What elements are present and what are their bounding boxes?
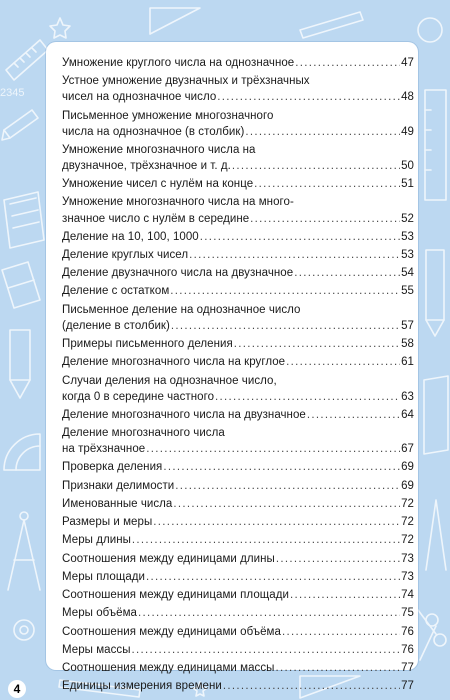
toc-entry-title: Соотношения между единицами длины — [62, 552, 275, 565]
dot-leader — [132, 642, 401, 658]
pencil-icon — [10, 330, 30, 398]
dot-leader — [189, 247, 400, 263]
toc-entry-page-number: 67 — [401, 443, 414, 456]
page-number-badge — [8, 680, 26, 698]
toc-entry-title-line: Деление многозначного числа — [62, 427, 225, 440]
toc-entry — [62, 142, 414, 174]
dot-leader — [200, 229, 400, 245]
toc-entry-title-line: Письменное умножение многозначного — [62, 109, 274, 122]
toc-entry-title: чисел на однозначное число — [62, 91, 217, 104]
toc-entry-title: Признаки делимости — [62, 479, 175, 492]
toc-entry-title: Деление с остатком — [62, 285, 170, 298]
dot-leader — [295, 55, 400, 71]
dot-leader — [223, 678, 400, 694]
toc-entry-title-line: Умножение многозначного числа на — [62, 143, 256, 156]
toc-entry-title: Соотношения между единицами массы — [62, 661, 275, 674]
toc-entry-row — [62, 124, 414, 140]
toc-entry — [62, 624, 414, 640]
dot-leader — [294, 265, 400, 281]
toc-entry-page-number: 73 — [401, 552, 414, 565]
dot-leader — [146, 569, 400, 585]
toc-entry-title: Деление многозначного числа на двузначное — [62, 408, 306, 421]
toc-entry-page-number: 57 — [401, 319, 414, 332]
dot-leader — [232, 158, 400, 174]
toc-entry — [62, 569, 414, 585]
toc-entry — [62, 302, 414, 334]
toc-entry-page-number: 64 — [401, 408, 414, 421]
toc-entry — [62, 678, 414, 694]
toc-entry-page-number: 69 — [401, 479, 414, 492]
dot-leader — [146, 441, 400, 457]
toc-entry — [62, 55, 414, 71]
toc-entry-page-number: 51 — [401, 178, 414, 191]
toc-entry-title: Соотношения между единицами площади — [62, 589, 289, 602]
toc-entry-title: Проверка деления — [62, 461, 163, 474]
dot-leader — [217, 89, 400, 105]
toc-entry-page-number: 63 — [401, 390, 414, 403]
toc-entry — [62, 354, 414, 370]
circle-doodle-icon — [418, 18, 442, 42]
dot-leader — [250, 211, 400, 227]
toc-entry-page-number: 58 — [401, 338, 414, 351]
dot-leader — [170, 283, 400, 299]
toc-entry — [62, 176, 414, 192]
numbers-doodle: 2345 — [0, 87, 25, 99]
toc-entry-page-number: 74 — [401, 589, 414, 602]
toc-entry-page-number: 53 — [401, 230, 414, 243]
toc-entry-title: Размеры и меры — [62, 516, 153, 529]
toc-entry-page-number: 76 — [401, 625, 414, 638]
ruler-icon — [425, 90, 446, 200]
toc-entry — [62, 265, 414, 281]
toc-entry-title: Меры длины — [62, 534, 131, 547]
toc-entry — [62, 551, 414, 567]
dot-leader — [276, 551, 400, 567]
toc-entry-row — [62, 158, 414, 174]
toc-entry-page-number: 48 — [401, 91, 414, 104]
page-number: 4 — [13, 682, 21, 696]
dot-leader — [132, 532, 400, 548]
toc-entry — [62, 108, 414, 140]
toc-entry — [62, 336, 414, 352]
compass-icon — [426, 500, 446, 570]
toc-entry — [62, 496, 414, 512]
dot-leader — [163, 459, 400, 475]
dot-leader — [234, 336, 400, 352]
pencil-icon — [426, 250, 444, 336]
dot-leader — [173, 496, 400, 512]
toc-entry — [62, 283, 414, 299]
toc-entry-title: Меры площади — [62, 570, 146, 583]
toc-entry-page-number: 55 — [401, 285, 414, 298]
toc-entry-title: Примеры письменного деления — [62, 338, 233, 351]
toc-entry-row — [62, 441, 414, 457]
toc-entry — [62, 247, 414, 263]
toc-list — [62, 55, 414, 694]
toc-entry-page-number: 69 — [401, 461, 414, 474]
toc-entry — [62, 605, 414, 621]
toc-entry-row — [62, 389, 414, 405]
ruler-icon — [6, 40, 48, 80]
toc-entry-title-line: Умножение многозначного числа на много- — [62, 196, 294, 209]
toc-entry — [62, 532, 414, 548]
toc-entry — [62, 660, 414, 676]
toc-entry-title: Соотношения между единицами объёма — [62, 625, 281, 638]
protractor-icon — [4, 434, 40, 470]
dot-leader — [245, 124, 400, 140]
toc-entry-title: Меры объёма — [62, 607, 137, 620]
toc-entry — [62, 587, 414, 603]
toc-entry-page-number: 76 — [401, 643, 414, 656]
pencil-icon — [2, 110, 38, 140]
toc-entry-title: Деление на 10, 100, 1000 — [62, 230, 199, 243]
toc-entry-title: Меры массы — [62, 643, 131, 656]
toc-entry-title-line: Случаи деления на однозначное число, — [62, 374, 277, 387]
toc-entry-page-number: 52 — [401, 212, 414, 225]
toc-entry-page-number: 72 — [401, 516, 414, 529]
toc-entry-title: когда 0 в середине частного — [62, 390, 215, 403]
toc-entry-page-number: 54 — [401, 267, 414, 280]
dot-leader — [175, 478, 400, 494]
toc-entry-row — [62, 318, 414, 334]
notebook-icon — [4, 192, 44, 248]
toc-entry-title: значное число с нулём в середине — [62, 212, 250, 225]
toc-entry-title: Деление многозначного числа на круглое — [62, 356, 286, 369]
toc-entry-page-number: 75 — [401, 607, 414, 620]
toc-entry — [62, 373, 414, 405]
toc-entry-title: Умножение круглого числа на однозначное — [62, 57, 295, 69]
toc-entry-title: Именованные числа — [62, 497, 173, 510]
toc-entry-page-number: 77 — [401, 661, 414, 674]
toc-entry-page-number: 77 — [401, 680, 414, 693]
toc-entry-page-number: 53 — [401, 249, 414, 262]
toc-entry-page-number: 73 — [401, 570, 414, 583]
toc-entry — [62, 642, 414, 658]
toc-entry-title: (деление в столбик) — [62, 319, 170, 332]
toc-entry — [62, 407, 414, 423]
toc-entry-title: Единицы измерения времени — [62, 680, 222, 693]
toc-entry — [62, 229, 414, 245]
star-icon — [50, 18, 70, 38]
dot-leader — [138, 605, 400, 621]
toc-entry-page-number: 72 — [401, 534, 414, 547]
pencil-icon — [300, 12, 363, 38]
toc-entry-page-number: 61 — [401, 356, 414, 369]
toc-entry — [62, 514, 414, 530]
compass-icon — [8, 512, 40, 590]
toc-entry-title-line: Письменное деление на однозначное число — [62, 303, 301, 316]
table-of-contents-page — [46, 42, 418, 693]
dot-leader — [307, 407, 400, 423]
dot-leader — [215, 389, 400, 405]
toc-entry-page-number: 50 — [401, 159, 414, 172]
toc-entry — [62, 73, 414, 105]
notebook-icon — [424, 376, 448, 454]
dot-leader — [153, 514, 400, 530]
toc-entry-title: числа на однозначное (в столбик) — [62, 125, 245, 138]
toc-entry-title: Деление круглых чисел — [62, 249, 189, 262]
dot-leader — [282, 624, 400, 640]
toc-entry-row — [62, 89, 414, 105]
toc-entry-page-number: 49 — [401, 125, 414, 138]
toc-entry-page-number: 47 — [401, 57, 414, 69]
toc-entry — [62, 478, 414, 494]
dot-leader — [286, 354, 400, 370]
dot-leader — [290, 587, 400, 603]
toc-entry-title: Деление двузначного числа на двузначное — [62, 267, 294, 280]
gear-icon — [14, 620, 34, 640]
dot-leader — [275, 660, 400, 676]
dot-leader — [254, 176, 400, 192]
toc-entry-row — [62, 211, 414, 227]
toc-entry — [62, 194, 414, 226]
toc-entry-title-line: Устное умножение двузначных и трёхзначных — [62, 75, 310, 88]
toc-entry — [62, 459, 414, 475]
toc-entry-title: на трёхзначное — [62, 443, 146, 456]
toc-entry-title: двузначное, трёхзначное и т. д. — [62, 159, 231, 172]
scissors-icon — [418, 610, 446, 660]
toc-entry-title: Умножение чисел с нулём на конце — [62, 178, 254, 191]
toc-entry-page-number: 72 — [401, 497, 414, 510]
triangle-ruler-icon — [150, 8, 200, 34]
dot-leader — [171, 318, 400, 334]
eraser-icon — [2, 262, 40, 308]
toc-entry — [62, 425, 414, 457]
